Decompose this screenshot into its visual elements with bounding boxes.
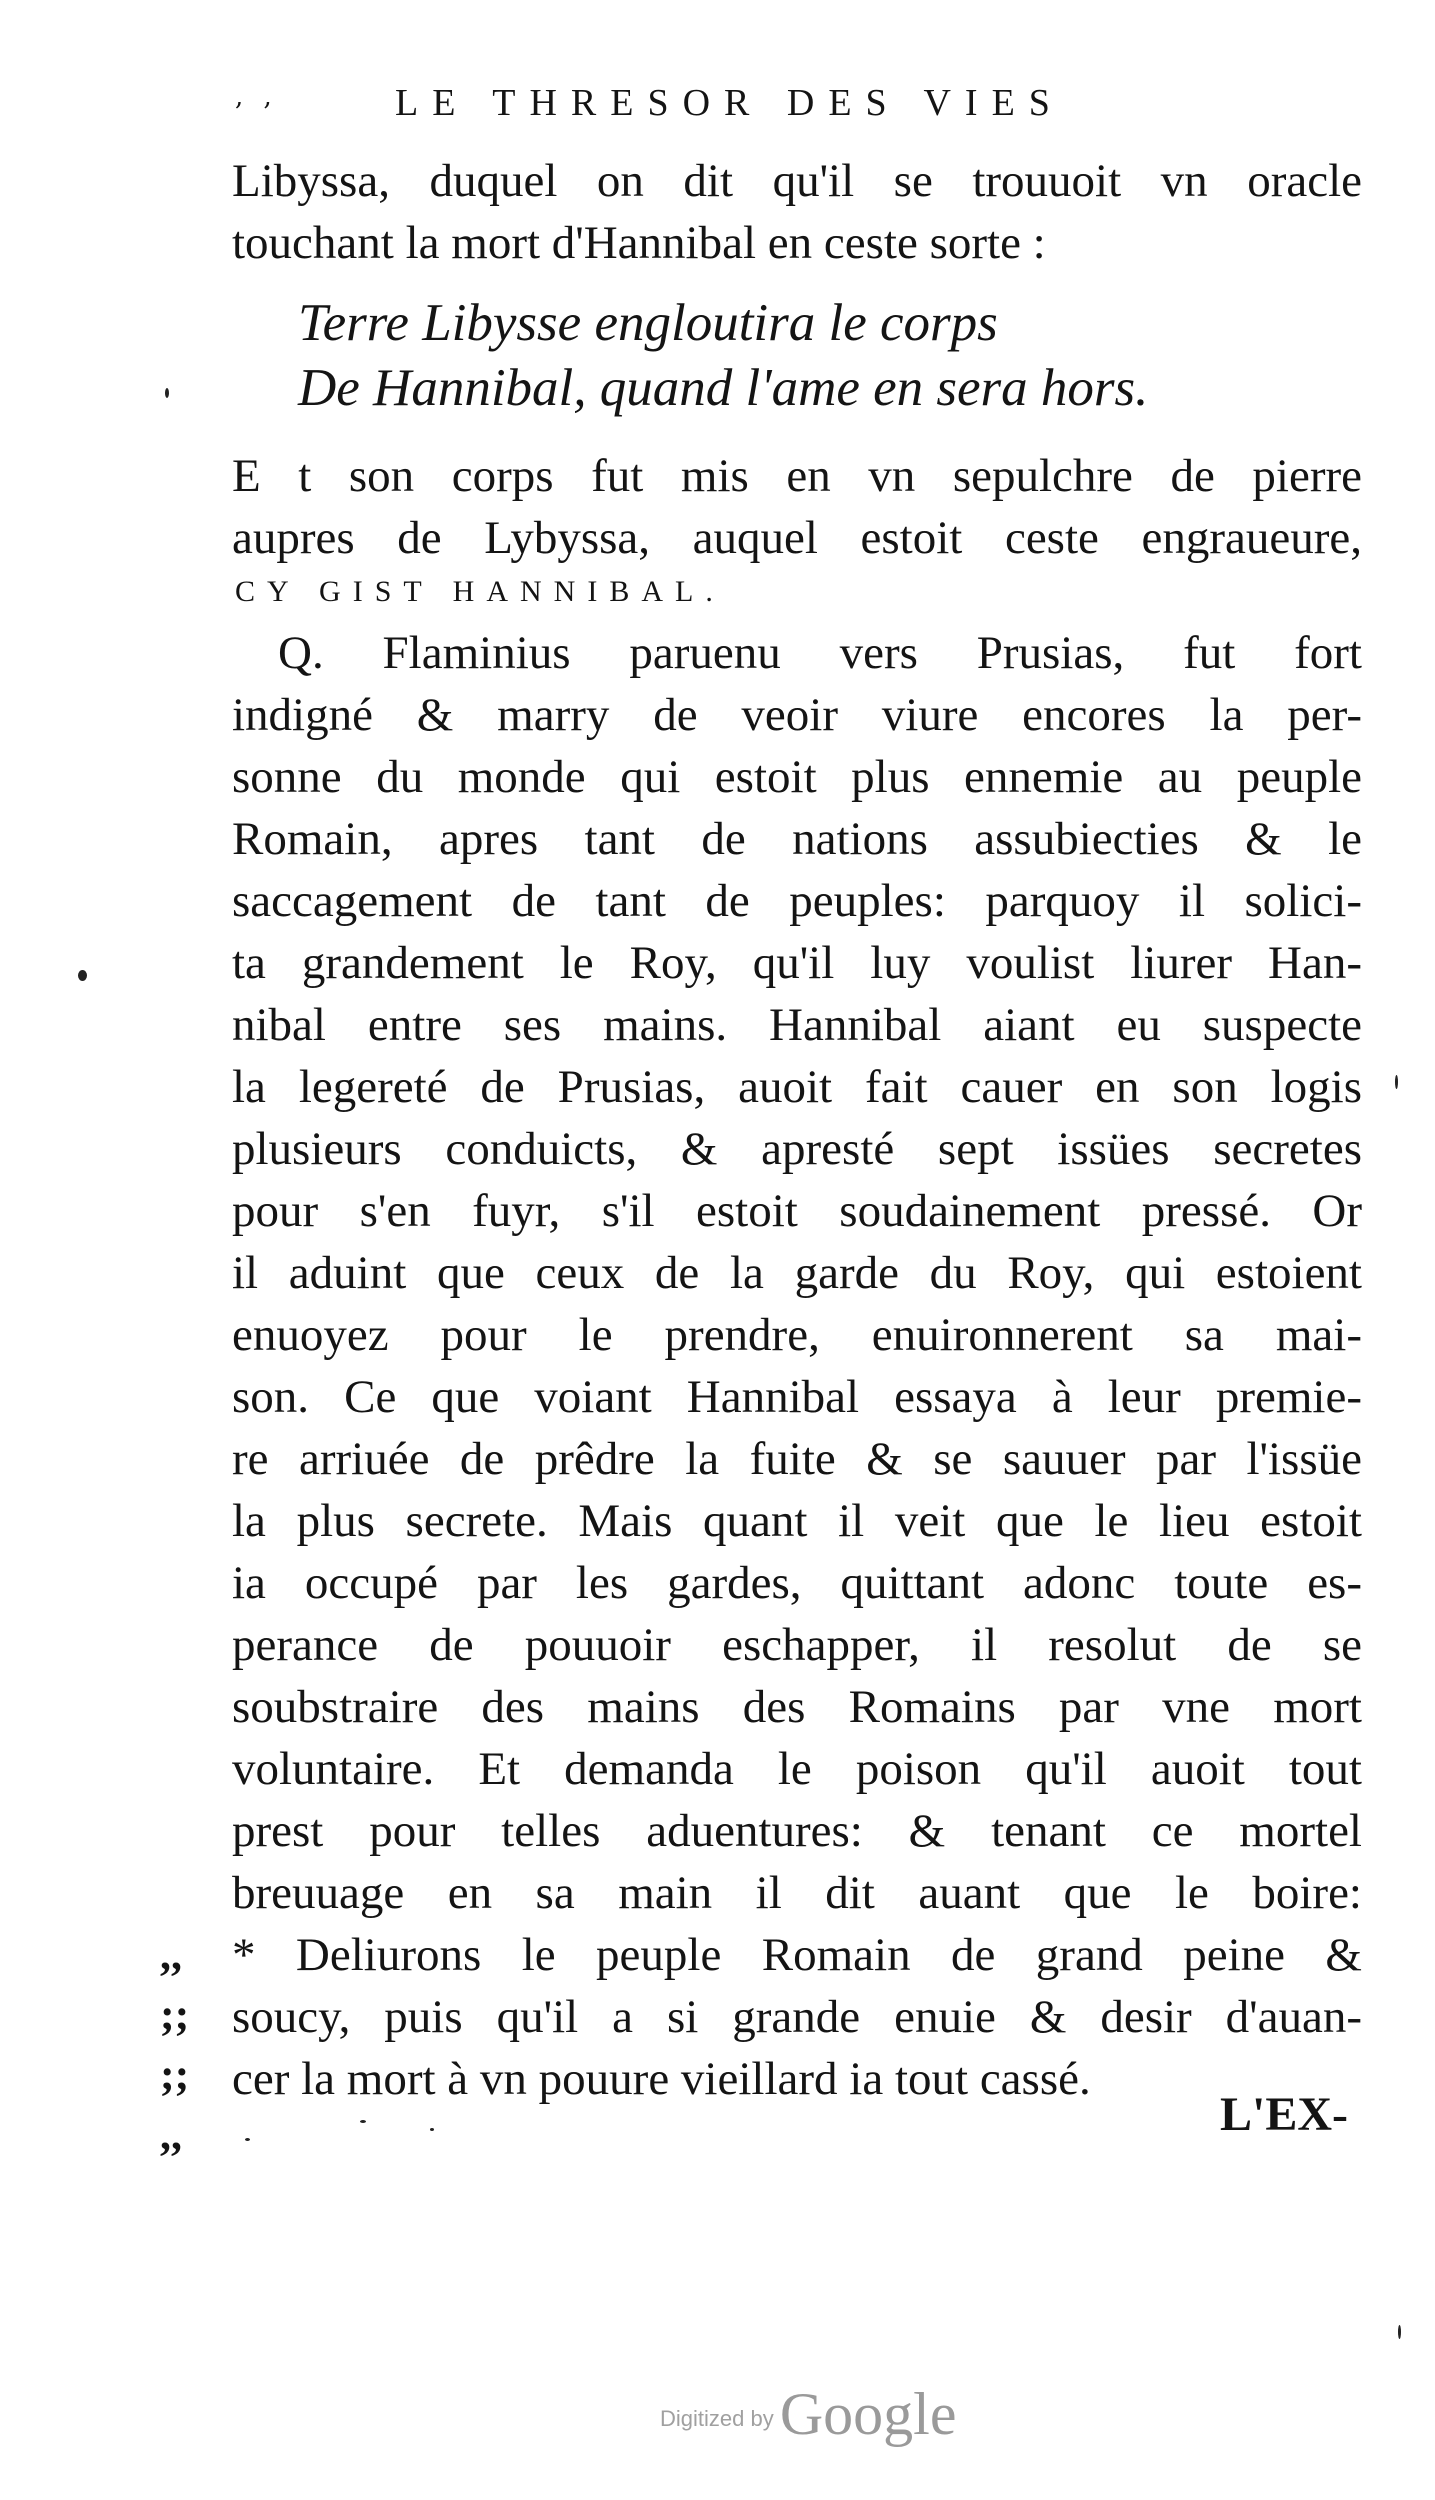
text-line: cer la mort à vn pouure vieillard ia tout cassé.: [232, 2053, 1091, 2105]
text-line: voluntaire. Et demanda le poison qu'il auoit tout: [232, 1743, 1362, 1795]
text-line: Libyssa, duquel on dit qu'il se trouuoit vn oracle: [232, 155, 1362, 207]
text-line: il aduint que ceux de la garde du Roy, qui estoient: [232, 1247, 1362, 1299]
text-line: enuoyez pour le prendre, enuironnerent sa mai-: [232, 1309, 1362, 1361]
google-logo: Google: [779, 2381, 957, 2447]
text-line: * Deliurons le peuple Romain de grand peine &: [232, 1929, 1362, 1981]
quote-mark: ;;: [160, 2050, 190, 2099]
quote-mark: ,,: [160, 2110, 182, 2159]
digitized-watermark: [660, 2380, 956, 2449]
ink-speck: [165, 388, 169, 398]
ink-speck: [1395, 1075, 1398, 1089]
catchword: L'EX-: [1220, 2088, 1349, 2141]
ink-speck: [430, 2128, 434, 2131]
text-line: son. Ce que voiant Hannibal essaya à leur premie-: [232, 1371, 1362, 1423]
text-line: Q. Flaminius paruenu vers Prusias, fut fort: [278, 627, 1362, 679]
ink-speck: [78, 970, 87, 981]
text-line: soubstraire des mains des Romains par vne mort: [232, 1681, 1362, 1733]
text-line: perance de pouuoir eschapper, il resolut de se: [232, 1619, 1362, 1671]
text-line: re arriuée de prêdre la fuite & se sauuer par l'issüe: [232, 1433, 1362, 1485]
text-line: pour s'en fuyr, s'il estoit soudainement pressé. Or: [232, 1185, 1362, 1237]
text-line: indigné & marry de veoir viure encores la per-: [232, 689, 1362, 741]
text-line: Romain, apres tant de nations assubiecties & le: [232, 813, 1362, 865]
text-line: nibal entre ses mains. Hannibal aiant eu suspecte: [232, 999, 1362, 1051]
text-line: prest pour telles aduentures: & tenant ce mortel: [232, 1805, 1362, 1857]
text-line: ta grandement le Roy, qu'il luy voulist liurer Han-: [232, 937, 1362, 989]
text-line: breuuage en sa main il dit auant que le boire:: [232, 1867, 1362, 1919]
margin-specks: , ,: [235, 82, 278, 112]
text-line: saccagement de tant de peuples: parquoy il solici-: [232, 875, 1362, 927]
ink-speck: [245, 2138, 250, 2141]
text-line: aupres de Lybyssa, auquel estoit ceste engraueure,: [232, 512, 1362, 564]
text-line: ia occupé par les gardes, quittant adonc toute es-: [232, 1557, 1362, 1609]
text-line: touchant la mort d'Hannibal en ceste sorte :: [232, 217, 1046, 269]
text-line: soucy, puis qu'il a si grande enuie & desir d'auan-: [232, 1991, 1362, 2043]
text-line: la legereté de Prusias, auoit fait cauer en son logis: [232, 1061, 1362, 1113]
text-line: plusieurs conduicts, & apresté sept issües secretes: [232, 1123, 1362, 1175]
text-line: E t son corps fut mis en vn sepulchre de pierre: [232, 450, 1362, 502]
text-line: la plus secrete. Mais quant il veit que le lieu estoit: [232, 1495, 1362, 1547]
epitaph: CY GIST HANNIBAL.: [235, 575, 725, 608]
quote-mark: ;;: [160, 1990, 190, 2039]
ink-speck: [1398, 2325, 1401, 2339]
verse-line: De Hannibal, quand l'ame en sera hors.: [298, 359, 1149, 417]
running-head: LE THRESOR DES VIES: [395, 82, 1064, 124]
ink-speck: [360, 2120, 366, 2123]
verse-line: Terre Libysse engloutira le corps: [298, 294, 998, 352]
text-line: sonne du monde qui estoit plus ennemie au peuple: [232, 751, 1362, 803]
digitized-prefix: Digitized by: [660, 2406, 774, 2431]
quote-mark: ,,: [160, 1930, 182, 1979]
